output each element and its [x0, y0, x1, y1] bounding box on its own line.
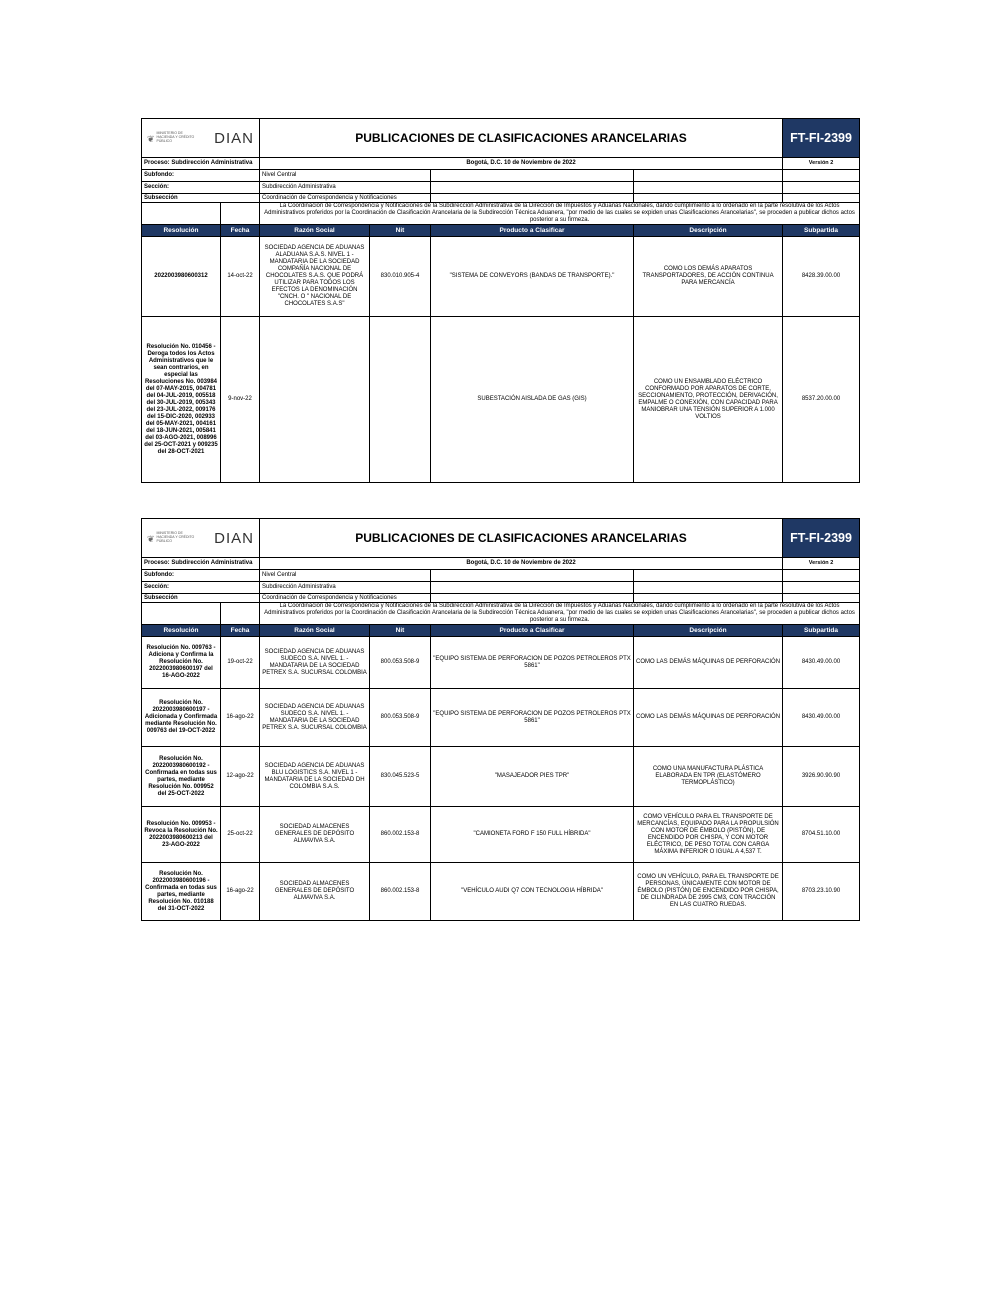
col-subpartida: Subpartida — [783, 225, 860, 237]
date-header: Bogotá, D.C. 10 de Noviembre de 2022 — [260, 558, 783, 570]
cell-producto: "EQUIPO SISTEMA DE PERFORACION DE POZOS PETROLEROS PTX 5861" — [431, 689, 634, 747]
dian-logo: DIAN — [214, 129, 255, 147]
col-razon-social: Razón Social — [260, 225, 370, 237]
form-code: FT-FI-2399 — [783, 519, 860, 558]
sheet-1 — [141, 118, 859, 483]
col-descripcion: Descripción — [634, 625, 783, 637]
cell-subpartida: 8537.20.00.00 — [783, 317, 860, 483]
cell-subpartida: 3926.90.90.90 — [783, 747, 860, 807]
seccion-label: Sección: — [142, 182, 260, 194]
subseccion-value: Coordinación de Correspondencia y Notificaciones — [260, 194, 431, 203]
cell-resolucion: Resolución No. 2022003980600192 - Confirmada en todas sus partes, mediante Resolución No. 009952 del 25-OCT-2022 — [142, 747, 221, 807]
col-nit: Nit — [370, 225, 431, 237]
cell-razon: SOCIEDAD AGENCIA DE ADUANAS SUDECO S.A. NIVEL 1. - MANDATARIA DE LA SOCIEDAD PETREX S.A. SUCURSAL COLOMBIA — [260, 637, 370, 689]
cell-razon: SOCIEDAD ALMACENES GENERALES DE DEPÓSITO ALMAVIVA S.A. — [260, 863, 370, 921]
subfondo-value: Nivel Central — [260, 570, 431, 582]
seccion-label: Sección: — [142, 582, 260, 594]
cell-descripcion: COMO VEHÍCULO PARA EL TRANSPORTE DE MERCANCÍAS, EQUIPADO PARA LA PROPULSIÓN CON MOTOR DE ÉMBOLO (PISTÓN), DE ENCENDIDO POR CHISPA, Y CON MOTOR ELÉCTRICO, DE PESO TOTAL CON CARGA MÁXIMA INFERIOR O IGUAL A 4,537 T. — [634, 807, 783, 863]
page-title: PUBLICACIONES DE CLASIFICACIONES ARANCELARIAS — [260, 119, 783, 158]
cell-subpartida: 8430.49.00.00 — [783, 689, 860, 747]
cell-nit: 830.010.905-4 — [370, 237, 431, 317]
seccion-value: Subdirección Administrativa — [260, 182, 431, 194]
col-razon-social: Razón Social — [260, 625, 370, 637]
cell-descripcion: COMO LOS DEMÁS APARATOS TRANSPORTADORES, DE ACCIÓN CONTINUA PARA MERCANCÍA — [634, 237, 783, 317]
subseccion-label: Subsección — [142, 194, 260, 203]
cell-resolucion: Resolución No. 009953 - Revoca la Resolución No. 2022003980600213 del 23-AGO-2022 — [142, 807, 221, 863]
cell-nit: 830.045.523-5 — [370, 747, 431, 807]
cell-fecha: 25-oct-22 — [221, 807, 260, 863]
seccion-value: Subdirección Administrativa — [260, 582, 431, 594]
cell-nit: 860.002.153-8 — [370, 863, 431, 921]
cell-descripcion: COMO LAS DEMÁS MÁQUINAS DE PERFORACIÓN — [634, 637, 783, 689]
cell-fecha: 16-ago-22 — [221, 863, 260, 921]
process-label: Proceso: Subdirección Administrativa — [142, 158, 260, 170]
cell-razon — [260, 317, 370, 483]
page-title: PUBLICACIONES DE CLASIFICACIONES ARANCELARIAS — [260, 519, 783, 558]
header-logo — [142, 519, 260, 558]
process-label: Proceso: Subdirección Administrativa — [142, 558, 260, 570]
subseccion-value: Coordinación de Correspondencia y Notificaciones — [260, 594, 431, 603]
sheet-1-table — [141, 118, 860, 483]
subseccion-label: Subsección — [142, 594, 260, 603]
cell-fecha: 19-oct-22 — [221, 637, 260, 689]
cell-nit: 800.053.508-9 — [370, 689, 431, 747]
subfondo-label: Subfondo: — [142, 170, 260, 182]
col-fecha: Fecha — [221, 625, 260, 637]
cell-fecha: 16-ago-22 — [221, 689, 260, 747]
col-descripcion: Descripción — [634, 225, 783, 237]
subfondo-label: Subfondo: — [142, 570, 260, 582]
cell-resolucion: Resolución No. 010456 - Deroga todos los Actos Administrativos que le sean contrarios, en especial las Resoluciones No. 003984 del 07-MAY-2015, 004781 del 04-JUL-2019, 005518 del 30-JUL-2019, 005343 del 23-JUL-2022, 009176 del 15-DIC-2020, 002933 del 05-MAY-2021, 004161 del 18-JUN-2021, 005841 del 03-AGO-2021, 008996 del 25-OCT-2021 y 009235 del 28-OCT-2021 — [142, 317, 221, 483]
cell-nit: 800.053.508-9 — [370, 637, 431, 689]
publication-notice: La Coordinacion de Correspondencia y Notificaciones de la Subdireccion Administrativa de la Dirección de Impuestos y Aduanas Nacionales, dando cumplimiento a lo ordenado en la parte resolutiva de los Actos Administrativos proferidos por la Coordinación de Clasificación Arancelaria de la Subdirección Técnica Aduanera, "por medio de las cuales se expiden unas Clasificaciones Arancelarias", se proceden a publicar dichos actos posterior a su firmeza. — [260, 603, 860, 625]
cell-descripcion: COMO UNA MANUFACTURA PLÁSTICA ELABORADA EN TPR (ELASTÓMERO TERMOPLÁSTICO) — [634, 747, 783, 807]
ministry-name: MINISTERIO DE HACIENDA Y CRÉDITO PÚBLICO — [156, 531, 195, 543]
table-row — [142, 863, 860, 921]
form-code: FT-FI-2399 — [783, 119, 860, 158]
table-row — [142, 807, 860, 863]
cell-resolucion: Resolución No. 2022003980600196 - Confirmada en todas sus partes, mediante Resolución No. 010188 del 31-OCT-2022 — [142, 863, 221, 921]
cell-descripcion: COMO UN ENSAMBLADO ELÉCTRICO CONFORMADO POR APARATOS DE CORTE, SECCIONAMIENTO, PROTECCIÓN, DERIVACIÓN, EMPALME O CONEXIÓN, CON CAPACIDAD PARA MANIOBRAR UNA TENSIÓN SUPERIOR A 1.000 VOLTIOS — [634, 317, 783, 483]
ministry-seal-icon: ❦ — [147, 534, 155, 544]
version-label: Versión 2 — [783, 558, 860, 570]
cell-resolucion: Resolución No. 009763 - Adiciona y Confirma la Resolución No. 2022003980600197 del 16-AGO-2022 — [142, 637, 221, 689]
dian-logo: DIAN — [214, 529, 255, 547]
cell-resolucion: 2022003980600312 — [142, 237, 221, 317]
cell-subpartida: 8704.51.10.00 — [783, 807, 860, 863]
col-fecha: Fecha — [221, 225, 260, 237]
col-subpartida: Subpartida — [783, 625, 860, 637]
cell-fecha: 9-nov-22 — [221, 317, 260, 483]
col-producto: Producto a Clasificar — [431, 225, 634, 237]
cell-subpartida: 8428.39.00.00 — [783, 237, 860, 317]
cell-nit — [370, 317, 431, 483]
col-producto: Producto a Clasificar — [431, 625, 634, 637]
col-resolucion: Resolución — [142, 625, 221, 637]
cell-razon: SOCIEDAD AGENCIA DE ADUANAS ALADUANA S.A.S. NIVEL 1 - MANDATARIA DE LA SOCIEDAD COMPAÑÍA NACIONAL DE CHOCOLATES S.A.S. QUE PODRÁ UTILIZAR PARA TODOS LOS EFECTOS LA DENOMINACIÓN "CNCH. O " NACIONAL DE CHOCOLATES S.A.S" — [260, 237, 370, 317]
publication-notice: La Coordinacion de Correspondencia y Notificaciones de la Subdireccion Administrativa de la Dirección de Impuestos y Aduanas Nacionales, dando cumplimiento a lo ordenado en la parte resolutiva de los Actos Administrativos proferidos por la Coordinación de Clasificación Arancelaria de la Subdirección Técnica Aduanera, "por medio de las cuales se expiden unas Clasificaciones Arancelarias", se proceden a publicar dichos actos posterior a su firmeza. — [260, 203, 860, 225]
cell-producto: "SISTEMA DE CONVEYORS (BANDAS DE TRANSPORTE)." — [431, 237, 634, 317]
cell-producto: "CAMIONETA FORD F 150 FULL HÍBRIDA" — [431, 807, 634, 863]
cell-fecha: 12-ago-22 — [221, 747, 260, 807]
header-logo — [142, 119, 260, 158]
cell-resolucion: Resolución No. 2022003980600197 - Adicionada y Confirmada mediante Resolución No. 009763 del 19-OCT-2022 — [142, 689, 221, 747]
cell-fecha: 14-oct-22 — [221, 237, 260, 317]
cell-razon: SOCIEDAD ALMACENES GENERALES DE DEPÓSITO ALMAVIVA S.A. — [260, 807, 370, 863]
table-row — [142, 747, 860, 807]
table-row — [142, 637, 860, 689]
cell-producto: "EQUIPO SISTEMA DE PERFORACION DE POZOS PETROLEROS PTX 5861" — [431, 637, 634, 689]
date-header: Bogotá, D.C. 10 de Noviembre de 2022 — [260, 158, 783, 170]
version-label: Versión 2 — [783, 158, 860, 170]
ministry-name: MINISTERIO DE HACIENDA Y CRÉDITO PÚBLICO — [156, 131, 195, 143]
cell-nit: 860.002.153-8 — [370, 807, 431, 863]
col-resolucion: Resolución — [142, 225, 221, 237]
cell-razon: SOCIEDAD AGENCIA DE ADUANAS BLU LOGISTICS S.A. NIVEL 1 - MANDATARIA DE LA SOCIEDAD DH COLOMBIA S.A.S. — [260, 747, 370, 807]
cell-producto: SUBESTACIÓN AISLADA DE GAS (GIS) — [431, 317, 634, 483]
cell-producto: "MASAJEADOR PIES TPR" — [431, 747, 634, 807]
table-row — [142, 689, 860, 747]
table-row — [142, 317, 860, 483]
cell-subpartida: 8430.49.00.00 — [783, 637, 860, 689]
cell-producto: "VEHÍCULO AUDI Q7 CON TECNOLOGIA HÍBRIDA" — [431, 863, 634, 921]
subfondo-value: Nivel Central — [260, 170, 431, 182]
sheet-2-table — [141, 518, 860, 921]
ministry-seal-icon: ❦ — [147, 134, 155, 144]
cell-descripcion: COMO UN VEHÍCULO, PARA EL TRANSPORTE DE PERSONAS, ÚNICAMENTE CON MOTOR DE ÉMBOLO (PISTÓN) DE ENCENDIDO POR CHISPA, DE CILINDRADA DE 2995 CM3, CON TRACCIÓN EN LAS CUATRO RUEDAS. — [634, 863, 783, 921]
cell-razon: SOCIEDAD AGENCIA DE ADUANAS SUDECO S.A. NIVEL 1. - MANDATARIA DE LA SOCIEDAD PETREX S.A. SUCURSAL COLOMBIA — [260, 689, 370, 747]
cell-subpartida: 8703.23.10.90 — [783, 863, 860, 921]
sheet-2 — [141, 518, 859, 921]
cell-descripcion: COMO LAS DEMÁS MÁQUINAS DE PERFORACIÓN — [634, 689, 783, 747]
col-nit: Nit — [370, 625, 431, 637]
table-row — [142, 237, 860, 317]
